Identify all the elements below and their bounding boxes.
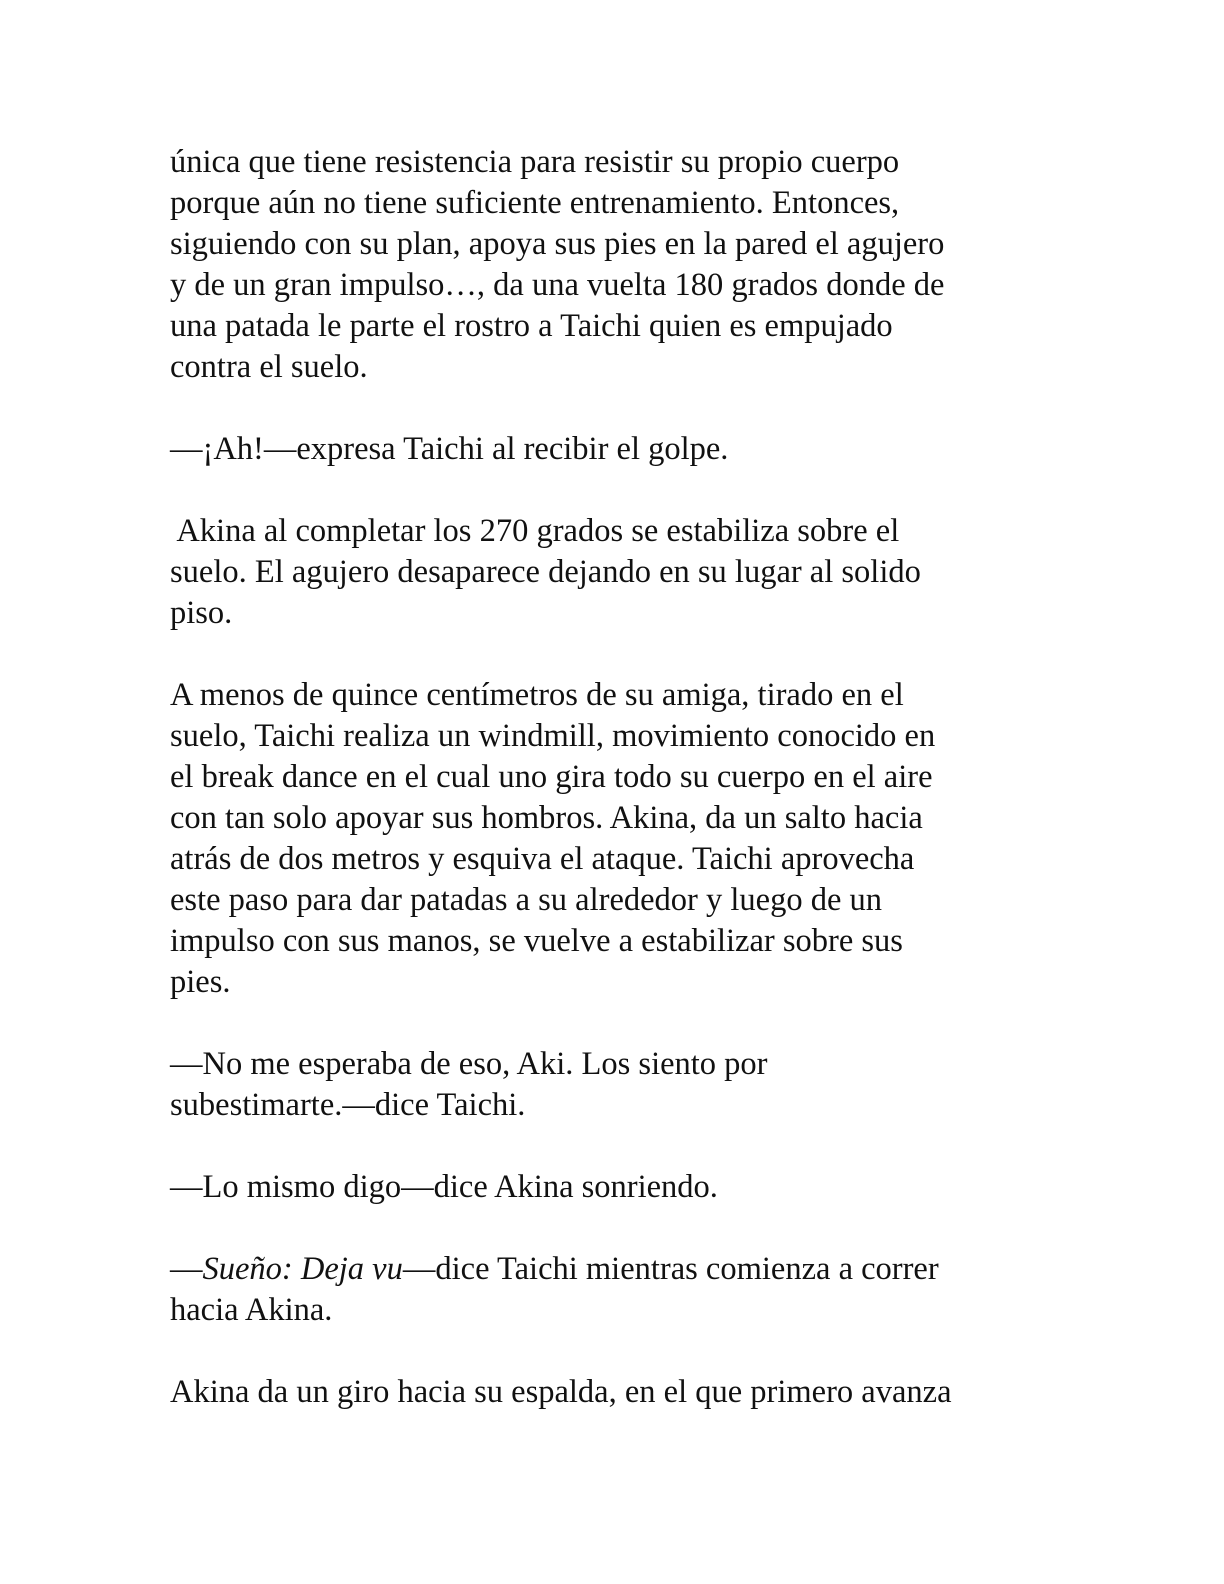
text-line: Akina da un giro hacia su espalda, en el que primero avanza xyxy=(170,1374,952,1410)
text-line: única que tiene resistencia para resistir su propio cuerpo xyxy=(170,144,900,180)
text-line xyxy=(170,1249,1050,1290)
text-line: el break dance en el cual uno gira todo su cuerpo en el aire xyxy=(170,759,933,795)
text-line: suelo, Taichi realiza un windmill, movimiento conocido en xyxy=(170,718,936,754)
paragraph-2-dialogue xyxy=(170,429,1050,470)
text-line: —Lo mismo digo—dice Akina sonriendo. xyxy=(170,1169,718,1205)
paragraph-7-dialogue xyxy=(170,1249,1050,1331)
text-line: pies. xyxy=(170,964,231,1000)
text-line: este paso para dar patadas a su alrededor y luego de un xyxy=(170,882,883,918)
text-line: siguiendo con su plan, apoya sus pies en la pared el agujero xyxy=(170,226,945,262)
paragraph-8 xyxy=(170,1372,1050,1413)
dialogue-dash: — xyxy=(170,1251,203,1287)
document-body xyxy=(170,142,1050,1454)
text-line: A menos de quince centímetros de su amiga, tirado en el xyxy=(170,677,904,713)
text-line: impulso con sus manos, se vuelve a estabilizar sobre sus xyxy=(170,923,903,959)
dialogue-text: —dice Taichi mientras comienza a correr xyxy=(402,1251,939,1287)
text-line: hacia Akina. xyxy=(170,1292,333,1328)
text-line: una patada le parte el rostro a Taichi quien es empujado xyxy=(170,308,893,344)
text-line: —¡Ah!—expresa Taichi al recibir el golpe. xyxy=(170,431,729,467)
italic-technique-name: Sueño: Deja vu xyxy=(202,1251,403,1287)
text-line: piso. xyxy=(170,595,233,631)
text-line: porque aún no tiene suficiente entrenamiento. Entonces, xyxy=(170,185,900,221)
paragraph-5-dialogue xyxy=(170,1044,1050,1126)
text-line: y de un gran impulso…, da una vuelta 180 grados donde de xyxy=(170,267,945,303)
text-line: con tan solo apoyar sus hombros. Akina, da un salto hacia xyxy=(170,800,923,836)
paragraph-6-dialogue xyxy=(170,1167,1050,1208)
paragraph-4 xyxy=(170,675,1050,1003)
text-line: subestimarte.—dice Taichi. xyxy=(170,1087,526,1123)
paragraph-3 xyxy=(170,511,1050,634)
text-line: contra el suelo. xyxy=(170,349,368,385)
text-line: —No me esperaba de eso, Aki. Los siento por xyxy=(170,1046,768,1082)
text-line: atrás de dos metros y esquiva el ataque. Taichi aprovecha xyxy=(170,841,915,877)
text-line: suelo. El agujero desaparece dejando en su lugar al solido xyxy=(170,554,921,590)
text-line: Akina al completar los 270 grados se estabiliza sobre el xyxy=(170,513,900,549)
paragraph-1 xyxy=(170,142,1050,388)
